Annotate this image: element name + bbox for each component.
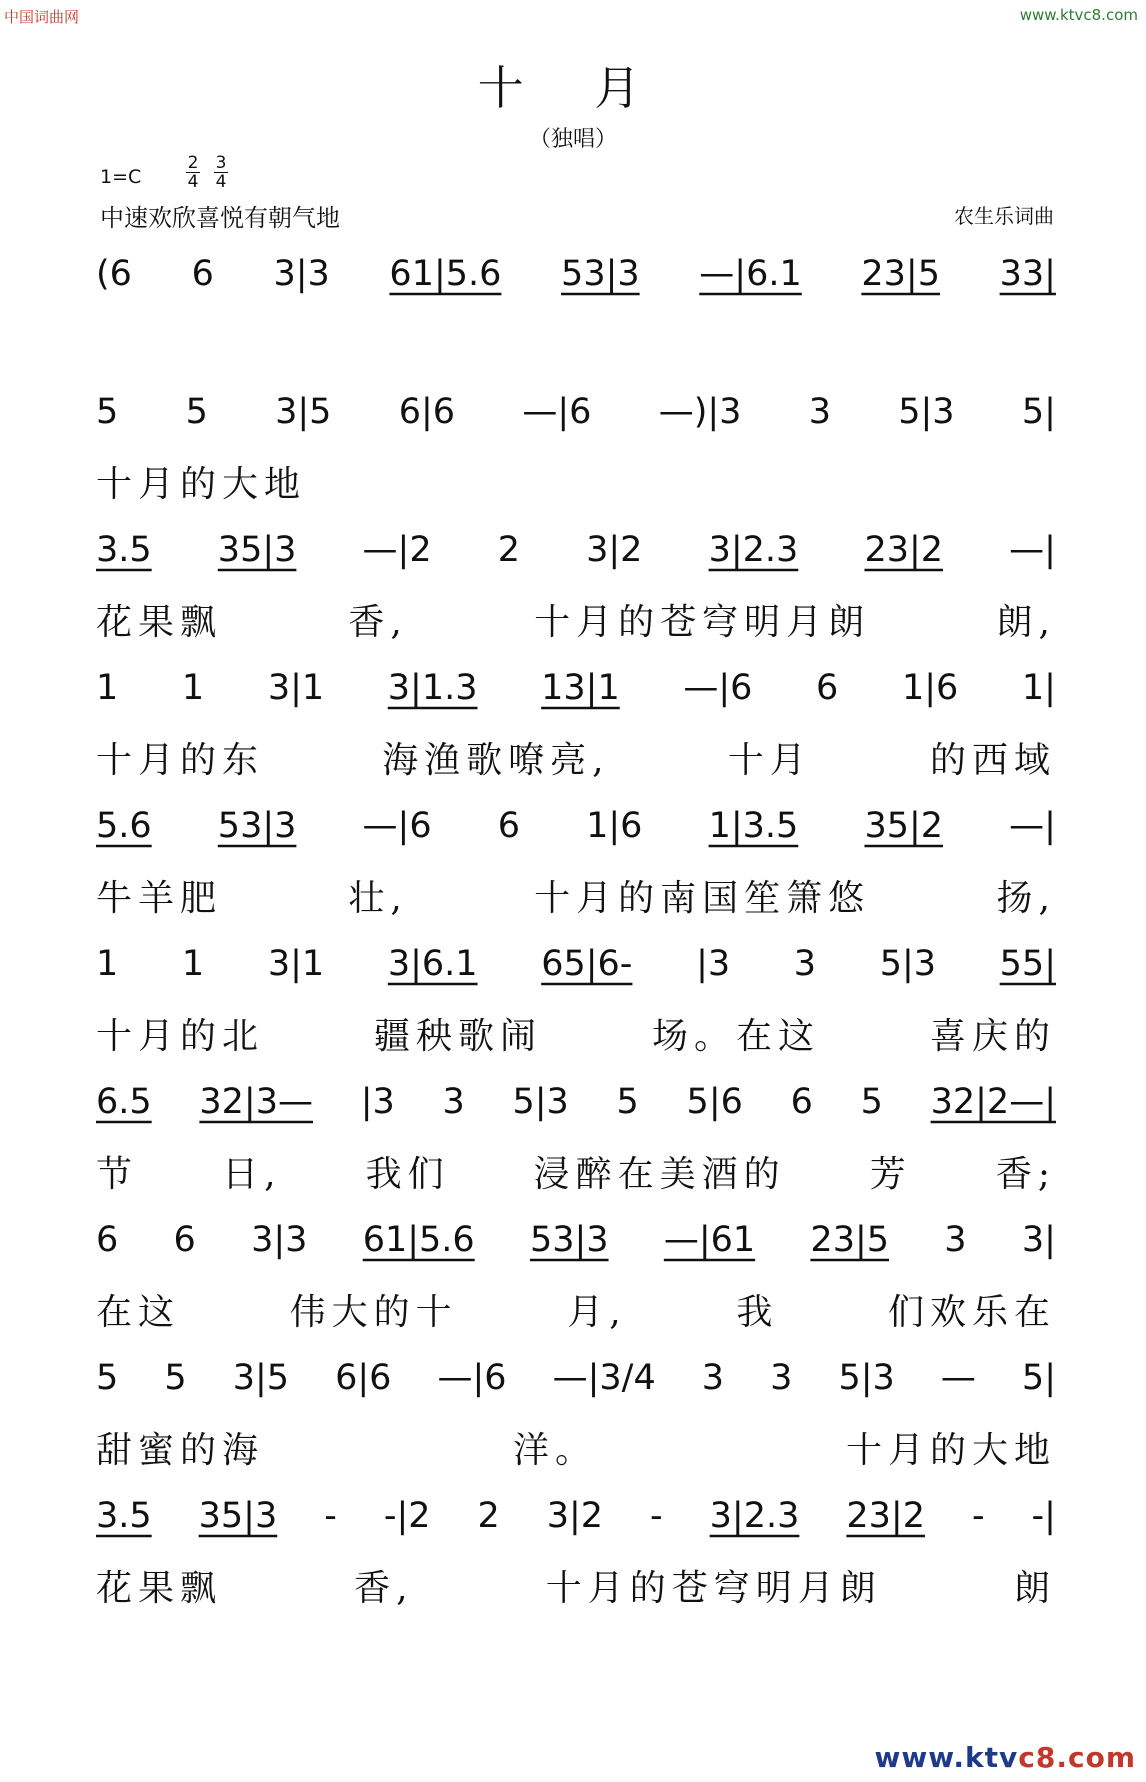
note-group: 3	[808, 392, 831, 432]
lyric-segment: 花果飘	[96, 1567, 223, 1609]
lyric-segment: 节	[96, 1153, 139, 1195]
score-line	[96, 928, 1056, 1066]
note-group: 5	[860, 1082, 883, 1122]
lyric-segment: 花果飘	[96, 601, 223, 643]
song-title: 十 月	[477, 61, 669, 115]
note-group: 3|5	[232, 1358, 290, 1398]
note-group: 5	[185, 392, 208, 432]
note-group: 1|3.5	[708, 806, 799, 846]
lyric-segment: 朗	[1013, 1567, 1056, 1609]
note-group: 3.5	[96, 530, 152, 570]
lyrics-row	[96, 1000, 1056, 1066]
note-group: 6	[173, 1220, 196, 1260]
note-group: —|6.1	[699, 254, 802, 294]
lyric-segment: 香,	[354, 1567, 414, 1609]
note-group: 13|1	[541, 668, 620, 708]
note-group: -	[650, 1496, 663, 1536]
beam-overlay	[96, 1204, 1056, 1276]
score-line	[96, 238, 1056, 376]
lyric-segment: 日,	[222, 1153, 282, 1195]
note-group: 5|3	[898, 392, 955, 432]
lyric-segment: 朗,	[996, 601, 1056, 643]
score-line	[96, 1342, 1056, 1480]
note-group: 35|2	[864, 806, 944, 846]
note-group: —|6	[683, 668, 753, 708]
note-group: 5	[164, 1358, 187, 1398]
lyric-segment: 香;	[995, 1153, 1056, 1195]
note-group: 3|5	[275, 392, 332, 432]
note-group: 23|2	[846, 1496, 925, 1536]
note-group: 1	[96, 944, 119, 984]
note-group: 3.5	[96, 1496, 152, 1536]
time-sig-numerator: 3	[215, 153, 227, 173]
lyric-segment: 十月的北	[96, 1015, 265, 1057]
watermark-bottom-part2: c8.com	[1018, 1741, 1136, 1774]
lyric-segment: 壮,	[348, 877, 408, 919]
note-group: 5|	[1021, 1358, 1056, 1398]
score-line	[96, 790, 1056, 928]
note-group: 2	[497, 530, 520, 570]
note-group: 1	[181, 944, 205, 984]
note-group: 1|6	[586, 806, 643, 846]
lyric-segment: 我	[736, 1291, 779, 1333]
note-group: 5|3	[879, 944, 937, 984]
note-group: 3|3	[251, 1220, 308, 1260]
lyric-segment: 疆秧歌闹	[373, 1015, 542, 1057]
lyric-segment: 伟大的十	[289, 1291, 458, 1333]
lyric-segment: 月,	[567, 1291, 627, 1333]
note-group: -	[971, 1496, 985, 1536]
note-group: |3	[360, 1082, 395, 1122]
beam-overlay	[96, 652, 1056, 724]
note-group: 6|6	[398, 392, 456, 432]
lyric-segment: 芳	[869, 1153, 912, 1195]
lyric-segment: 甜蜜的海	[96, 1429, 265, 1471]
note-group: 35|3	[217, 530, 297, 570]
lyrics-row	[96, 862, 1056, 928]
note-group: 6.5	[96, 1082, 152, 1122]
note-group: 3|2	[586, 530, 643, 570]
note-group: 3|1	[267, 944, 325, 984]
lyric-segment: 海渔歌嘹亮,	[382, 739, 610, 781]
lyric-segment: 十月的苍穹明月朗	[545, 1567, 882, 1609]
lyric-segment: 牛羊肥	[96, 877, 223, 919]
tempo-marking: 中速欢欣喜悦有朝气地	[100, 204, 340, 232]
beam-overlay	[96, 238, 1056, 310]
note-group: 5	[616, 1082, 639, 1122]
watermark-top-left: 中国词曲网	[4, 8, 80, 26]
note-group: 23|2	[864, 530, 944, 570]
note-group: 53|3	[529, 1220, 609, 1260]
beam-overlay	[96, 1342, 1056, 1414]
lyrics-row	[96, 586, 1056, 652]
score	[96, 238, 1056, 1618]
note-group: 6|6	[335, 1358, 392, 1398]
lyric-segment: 香,	[348, 601, 408, 643]
note-group: 5|6	[686, 1082, 743, 1122]
beam-overlay	[96, 790, 1056, 862]
note-group: —|2	[362, 530, 432, 570]
note-group: |3	[696, 944, 731, 984]
time-signature-2-4	[186, 154, 200, 191]
note-group: 3|2	[546, 1496, 604, 1536]
note-group: —|61	[663, 1220, 756, 1260]
note-group: 23|5	[861, 254, 940, 294]
note-group: 65|6-	[541, 944, 633, 984]
lyric-segment: 十月的南国笙箫悠	[534, 877, 871, 919]
note-group: 5	[96, 1358, 119, 1398]
lyrics-row	[96, 1414, 1056, 1480]
note-group: 5	[96, 392, 119, 432]
score-line	[96, 514, 1056, 652]
note-group: 61|5.6	[362, 1220, 475, 1260]
note-group: 5|3	[838, 1358, 895, 1398]
note-group: 3	[770, 1358, 793, 1398]
note-group: -	[324, 1496, 337, 1536]
lyric-segment: 十月的苍穹明月朗	[534, 601, 871, 643]
note-group: (6	[96, 254, 132, 294]
score-line	[96, 652, 1056, 790]
note-group: —|3/4	[552, 1358, 656, 1398]
note-group: 3	[701, 1358, 725, 1398]
lyric-segment: 们欢乐在	[887, 1291, 1056, 1333]
note-group: 3|1	[267, 668, 325, 708]
lyric-segment: 喜庆的	[929, 1015, 1056, 1057]
note-group: 3|1.3	[387, 668, 478, 708]
note-group: 32|3—	[199, 1082, 313, 1122]
key-signature: 1=C	[100, 166, 142, 188]
lyric-segment: 扬,	[996, 877, 1056, 919]
lyric-segment: 十月	[727, 739, 812, 781]
note-group: 5|3	[512, 1082, 569, 1122]
lyric-segment: 的西域	[929, 739, 1056, 781]
beam-overlay	[96, 376, 1056, 448]
lyric-segment: 十月的东	[96, 739, 265, 781]
note-group: 33|	[999, 254, 1056, 294]
beam-overlay	[96, 514, 1056, 586]
watermark-top-right: www.ktvc8.com	[1019, 6, 1138, 24]
lyric-segment: 十月的大地	[96, 463, 307, 505]
lyric-segment: 我们	[365, 1153, 450, 1195]
score-line	[96, 1204, 1056, 1342]
note-group: 1	[181, 668, 205, 708]
note-group: 5.6	[96, 806, 152, 846]
lyric-segment: 场。在这	[651, 1015, 820, 1057]
lyric-segment: 十月的大地	[845, 1429, 1056, 1471]
note-group: -|2	[383, 1496, 431, 1536]
note-group: 3	[944, 1220, 967, 1260]
note-group: 35|3	[198, 1496, 278, 1536]
score-line	[96, 1066, 1056, 1204]
note-group: 55|	[999, 944, 1056, 984]
lyrics-row	[96, 1138, 1056, 1204]
note-group: —|6	[522, 392, 592, 432]
note-group: 3|2.3	[709, 1496, 800, 1536]
lyrics-row	[96, 724, 1056, 790]
note-group: 3|2.3	[708, 530, 799, 570]
lyrics-row	[96, 310, 1056, 376]
note-group: 23|5	[810, 1220, 890, 1260]
composer-credit: 农生乐词曲	[954, 204, 1054, 228]
lyric-segment: 浸醉在美酒的	[533, 1153, 786, 1195]
note-group: 32|2—|	[930, 1082, 1056, 1122]
note-group: 53|3	[561, 254, 640, 294]
time-signature-3-4	[214, 154, 228, 191]
time-sig-denominator: 4	[187, 172, 199, 192]
note-group: 61|5.6	[389, 254, 502, 294]
note-group: 3	[442, 1082, 465, 1122]
note-group: 5|	[1021, 392, 1056, 432]
lyric-segment: 在这	[96, 1291, 181, 1333]
note-group: 1|6	[901, 668, 959, 708]
note-group: 3	[793, 944, 817, 984]
note-group: -|	[1031, 1496, 1056, 1536]
note-group: 1	[96, 668, 119, 708]
score-line	[96, 1480, 1056, 1618]
note-group: 6	[816, 668, 839, 708]
lyrics-row	[96, 448, 1056, 514]
note-group: —|	[1009, 530, 1056, 570]
watermark-bottom-part1: www.ktv	[874, 1741, 1019, 1774]
note-group: 53|3	[217, 806, 297, 846]
note-group: 6	[790, 1082, 813, 1122]
note-group: —	[940, 1358, 976, 1398]
beam-overlay	[96, 928, 1056, 1000]
note-group: 6	[96, 1220, 119, 1260]
note-group: —)|3	[658, 392, 742, 432]
lyrics-row	[96, 1552, 1056, 1618]
note-group: 2	[477, 1496, 500, 1536]
note-group: 6	[497, 806, 520, 846]
note-group: 1|	[1021, 668, 1056, 708]
note-group: —|6	[362, 806, 432, 846]
note-group: —|6	[437, 1358, 507, 1398]
time-sig-denominator: 4	[215, 172, 227, 192]
lyric-segment: 洋。	[512, 1429, 597, 1471]
score-line	[96, 376, 1056, 514]
lyrics-row	[96, 1276, 1056, 1342]
time-sig-numerator: 2	[187, 153, 199, 173]
note-group: 3|3	[273, 254, 330, 294]
note-group: 6	[191, 254, 214, 294]
note-group: —|	[1009, 806, 1056, 846]
beam-overlay	[96, 1066, 1056, 1138]
watermark-bottom	[875, 1741, 1136, 1774]
beam-overlay	[96, 1480, 1056, 1552]
note-group: 3|6.1	[387, 944, 478, 984]
song-subtitle: （独唱）	[528, 127, 617, 152]
note-group: 3|	[1021, 1220, 1056, 1260]
